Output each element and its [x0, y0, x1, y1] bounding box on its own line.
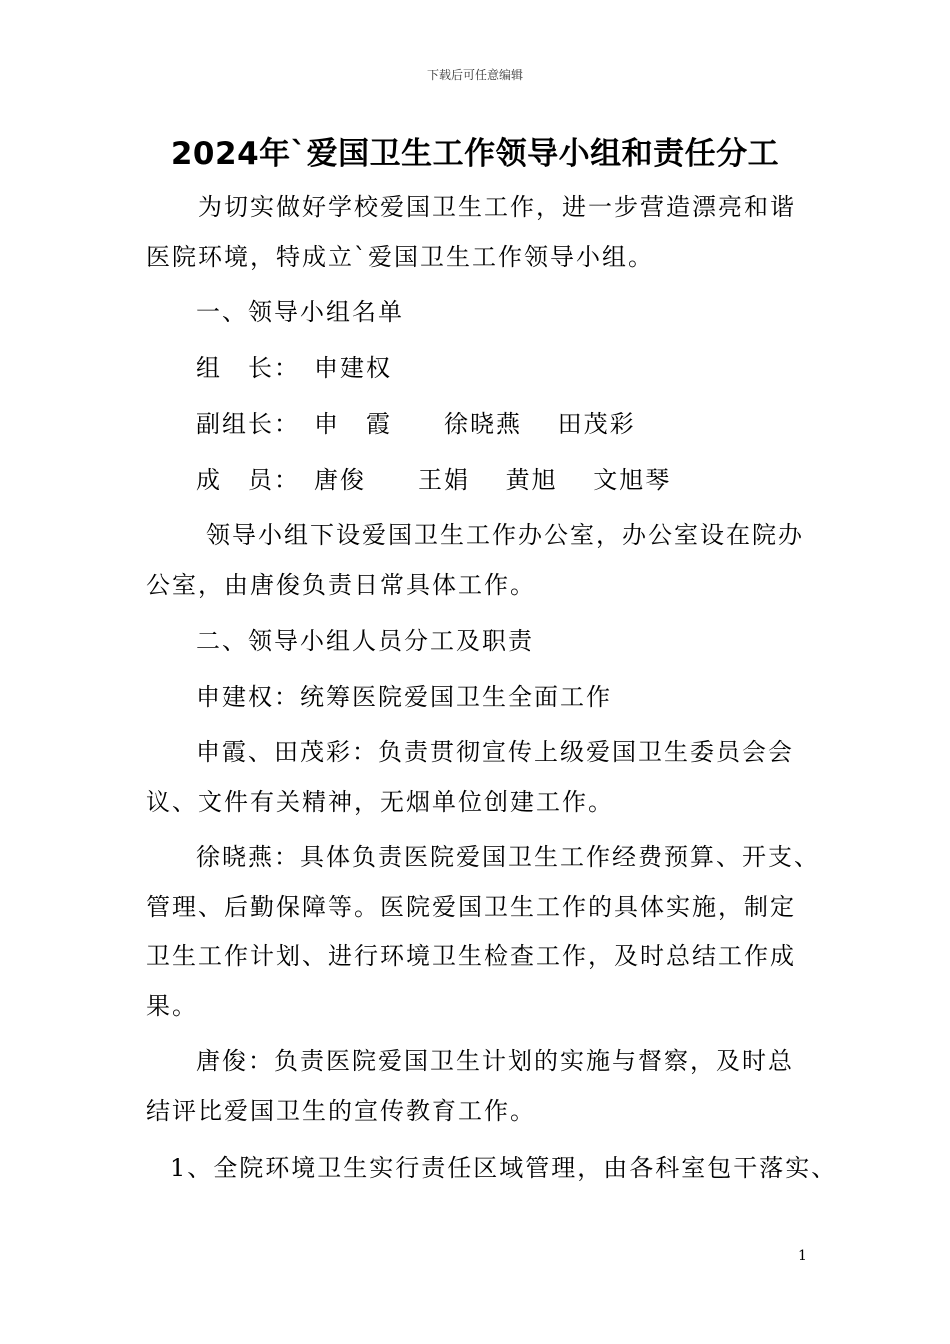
header-note: 下载后可任意编辑 [426, 68, 523, 82]
paragraph-line: 申建权：统筹医院爱国卫生全面工作 [196, 683, 612, 711]
list-item: 成 员： 唐俊 王娟 黄旭 文旭琴 [196, 466, 672, 494]
paragraph-line: 为切实做好学校爱国卫生工作，进一步营造漂亮和谐 [198, 193, 796, 221]
paragraph-line: 管理、后勤保障等。医院爱国卫生工作的具体实施，制定 [146, 893, 796, 921]
paragraph-line: 结评比爱国卫生的宣传教育工作。 [146, 1097, 536, 1125]
paragraph-line: 徐晓燕：具体负责医院爱国卫生工作经费预算、开支、 [196, 843, 820, 871]
paragraph-line: 领导小组下设爱国卫生工作办公室，办公室设在院办 [206, 521, 804, 549]
paragraph-line: 公室，由唐俊负责日常具体工作。 [146, 571, 536, 599]
list-item: 副组长： 申 霞 徐晓燕 田茂彩 [196, 410, 636, 438]
page-number: 1 [798, 1248, 807, 1264]
paragraph-line: 卫生工作计划、进行环境卫生检查工作，及时总结工作成 [146, 942, 796, 970]
paragraph-line: 果。 [146, 992, 198, 1020]
section-heading: 一、领导小组名单 [196, 298, 404, 326]
list-item: 组 长： 申建权 [196, 354, 392, 382]
section-heading: 二、领导小组人员分工及职责 [196, 627, 534, 655]
paragraph-line: 唐俊：负责医院爱国卫生计划的实施与督察，及时总 [196, 1047, 794, 1075]
document-title: 2024年`爱国卫生工作领导小组和责任分工 [170, 136, 780, 172]
numbered-item: 1、全院环境卫生实行责任区域管理，由各科室包干落实、 [170, 1154, 838, 1182]
paragraph-line: 医院环境，特成立`爱国卫生工作领导小组。 [146, 243, 654, 271]
paragraph-line: 申霞、田茂彩：负责贯彻宣传上级爱国卫生委员会会 [196, 738, 794, 766]
paragraph-line: 议、文件有关精神，无烟单位创建工作。 [146, 788, 614, 816]
